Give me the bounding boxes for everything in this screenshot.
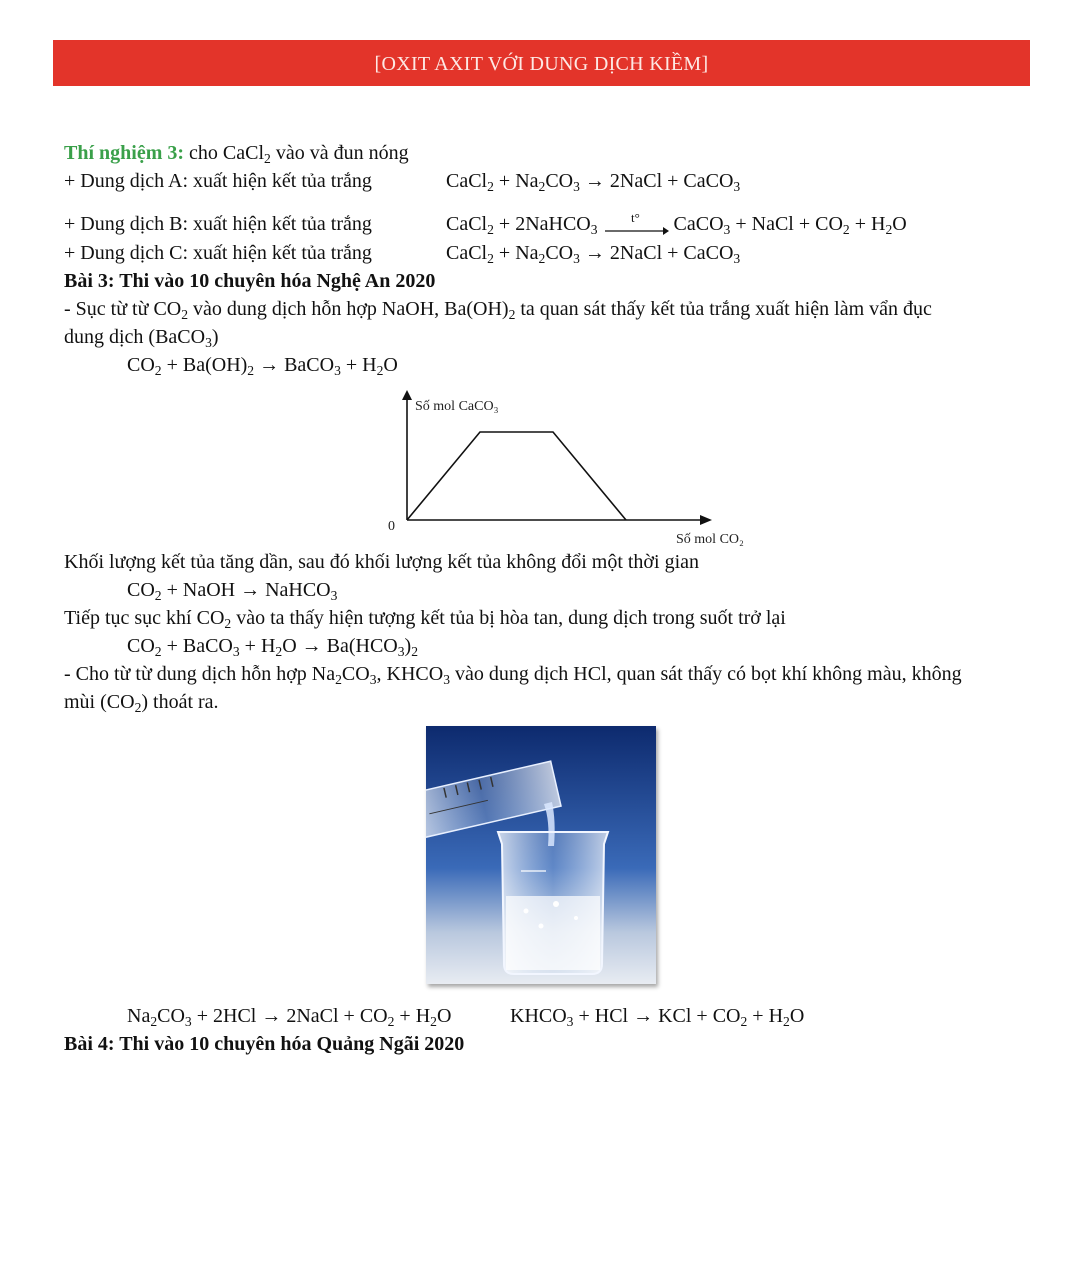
beaker-photo (426, 726, 656, 984)
heat-arrow-icon (603, 212, 669, 232)
precipitate-chart (380, 388, 770, 548)
equation-c: CaCl$_2$ + $Na_2CO_3$ → 2NaCl + CaCO$_3$ (446, 242, 741, 266)
bai3-paragraph-1: - Sục từ từ $CO_2$ vào dung dịch hỗn hợp NaOH, $Ba(OH)_2$ ta quan sát thấy kết tủa trắng xuất hiện làm vẩn đục (64, 298, 932, 322)
equation-b: CaCl$_2$ + 2NaHCO$_3$ t° CaCO$_3$ + NaCl + $CO_2 + H_2O$ (446, 212, 907, 237)
equation-khco3-hcl: $KHCO_3$ + HCl → KCl + $CO_2 + H_2O$ (510, 1005, 805, 1029)
exp3-label: Thí nghiệm 3: (64, 142, 185, 164)
exp3-solution-a: + Dung dịch A: xuất hiện kết tủa trắng (64, 170, 372, 192)
bai3-title: Bài 3: Thi vào 10 chuyên hóa Nghệ An 2020 (64, 270, 436, 292)
bai4-title: Bài 4: Thi vào 10 chuyên hóa Quảng Ngãi 2020 (64, 1033, 465, 1055)
page-header-banner: [OXIT AXIT VỚI DUNG DỊCH KIỀM] (53, 40, 1030, 86)
exp3-solution-c: + Dung dịch C: xuất hiện kết tủa trắng (64, 242, 372, 264)
equation-baco3: $CO_2 + Ba(OH)_2$ → BaCO$_3$ + $H_2O$ (127, 354, 398, 378)
equation-bahco3: $CO_2$ + BaCO$_3$ + $H_2O \to Ba(HCO_3)_2$ (127, 635, 419, 659)
y-axis-arrow-icon (402, 390, 412, 400)
x-axis-arrow-icon (700, 515, 712, 525)
exp3-intro: Thí nghiệm 3: cho CaCl$_2$ vào và đun nóng (64, 142, 409, 166)
equation-a: CaCl$_2$ + $Na_2CO_3$ → 2NaCl + CaCO$_3$ (446, 170, 741, 194)
bai3-paragraph-1-cont: dung dịch (BaCO$_3$) (64, 326, 219, 350)
arrow-condition: t° (630, 212, 640, 226)
bai3-paragraph-3: Tiếp tục sục khí $CO_2$ vào ta thấy hiện tượng kết tủa bị hòa tan, dung dịch trong suốt trở lại (64, 607, 786, 631)
exp3-solution-b: + Dung dịch B: xuất hiện kết tủa trắng (64, 213, 372, 235)
series-line (407, 432, 626, 520)
equation-na2co3-hcl: $Na_2CO_3 + 2HCl$ → 2NaCl + $CO_2 + H_2O$ (127, 1005, 452, 1029)
bai3-paragraph-4: - Cho từ từ dung dịch hỗn hợp $Na_2CO_3$, $KHCO_3$ vào dung dịch HCl, quan sát thấy có bọt khí không màu, không (64, 663, 962, 687)
bai3-paragraph-4-cont: mùi $(CO_2)$ thoát ra. (64, 691, 219, 715)
equation-nahco3: $CO_2$ + NaOH → NaHCO$_3$ (127, 579, 338, 603)
y-axis-label: Số mol CaCO₃ (415, 399, 499, 414)
bai3-paragraph-2: Khối lượng kết tủa tăng dần, sau đó khối lượng kết tủa không đổi một thời gian (64, 551, 699, 573)
origin-label: 0 (388, 519, 395, 534)
x-axis-label: Số mol CO₂ (676, 532, 744, 547)
